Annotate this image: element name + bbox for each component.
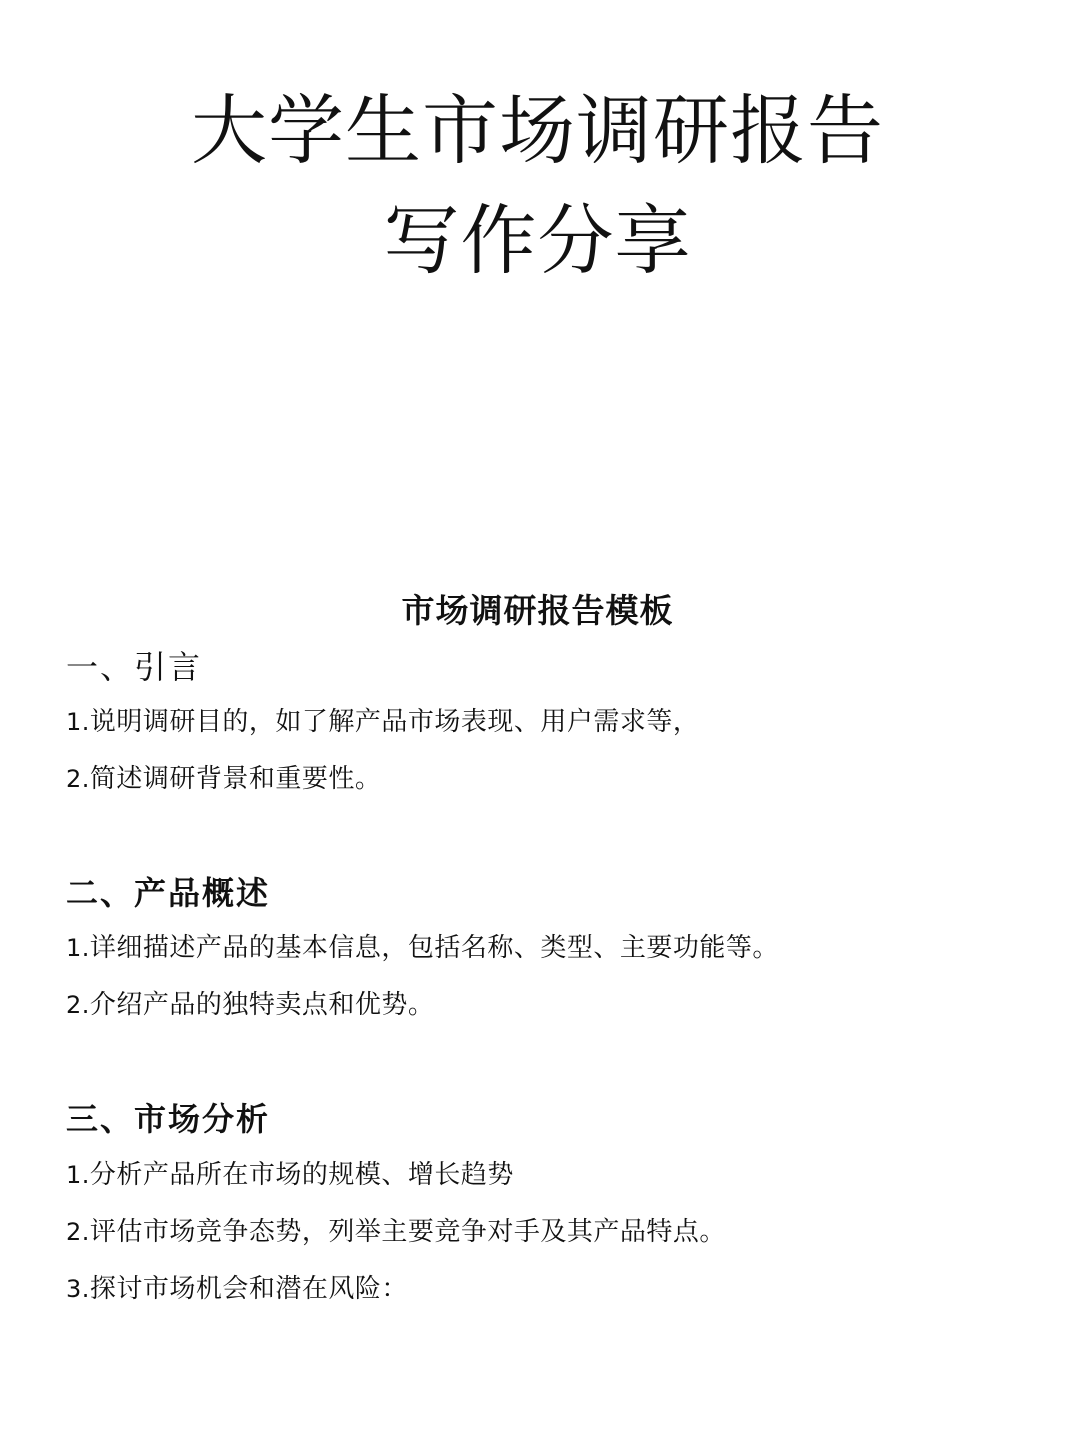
section-heading-product-overview: 二、产品概述 — [66, 874, 271, 912]
list-item — [66, 931, 779, 965]
section-heading-market-analysis: 三、市场分析 — [66, 1100, 271, 1138]
list-item-number: 2. — [66, 765, 90, 793]
cover-title-line-2: 写作分享 — [383, 196, 692, 285]
list-item-number: 1. — [66, 934, 90, 962]
cover-title-line-1: 大学生市场调研报告 — [191, 86, 884, 175]
list-item-number: 1. — [66, 1161, 90, 1189]
list-item-number: 2. — [66, 991, 90, 1019]
list-item-number: 2. — [66, 1218, 90, 1246]
list-item-text: 介绍产品的独特卖点和优势。 — [89, 990, 435, 1020]
list-item-number: 3. — [66, 1275, 90, 1303]
section-heading-introduction: 一、引言 — [66, 648, 203, 686]
list-item-text: 探讨市场机会和潜在风险： — [89, 1274, 408, 1304]
list-item-text: 分析产品所在市场的规模、增长趋势 — [89, 1160, 514, 1190]
list-item-text: 详细描述产品的基本信息，包括名称、类型、主要功能等。 — [89, 933, 779, 963]
list-item — [66, 1272, 408, 1306]
list-item — [66, 988, 434, 1022]
list-item — [66, 1215, 726, 1249]
list-item-text: 评估市场竞争态势，列举主要竞争对手及其产品特点。 — [89, 1217, 726, 1247]
list-item — [66, 762, 381, 796]
list-item-text: 说明调研目的，如了解产品市场表现、用户需求等， — [89, 707, 700, 737]
template-title: 市场调研报告模板 — [401, 591, 674, 630]
list-item-number: 1. — [66, 708, 90, 736]
list-item-text: 简述调研背景和重要性。 — [89, 764, 382, 794]
list-item — [66, 1158, 514, 1192]
list-item — [66, 705, 699, 739]
